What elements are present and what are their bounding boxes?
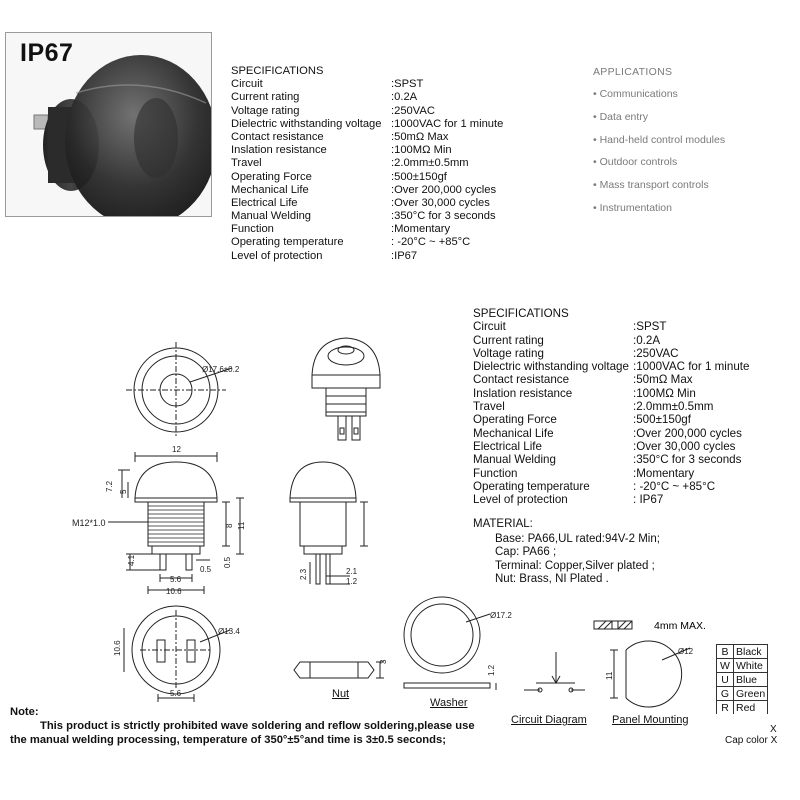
dim-3: 3 — [379, 659, 388, 664]
dim-10-6: 10.6 — [166, 587, 182, 596]
color-code: U — [717, 673, 734, 687]
spec-value: :0.2A — [391, 91, 418, 104]
spec-value: :100MΩ Min — [391, 144, 452, 157]
spec-key: Current rating — [473, 333, 544, 347]
spec-key: Electrical Life — [231, 196, 298, 209]
dim-m12: M12*1.0 — [72, 518, 106, 528]
spec-key: Travel — [473, 400, 505, 414]
color-name: Green — [734, 687, 768, 701]
spec-value: :Momentary — [391, 223, 451, 236]
dim-5-6b: 5.6 — [170, 689, 182, 698]
circuit-diagram-label: Circuit Diagram — [511, 714, 587, 726]
washer-label: Washer — [430, 697, 468, 709]
dim-10-6b: 10.6 — [113, 640, 122, 656]
spec-key: Voltage rating — [473, 346, 544, 360]
spec-key: Function — [231, 223, 274, 236]
spec-key: Mechanical Life — [473, 426, 554, 440]
spec-value: :Over 200,000 cycles — [391, 183, 497, 196]
color-code: G — [717, 687, 734, 701]
spec-key: Travel — [231, 157, 262, 170]
spec-value: :50mΩ Max — [633, 373, 693, 387]
dim-1-2c: 1.2 — [487, 664, 496, 676]
spec-heading: SPECIFICATIONS — [231, 65, 324, 77]
spec-value: : -20°C ~ +85°C — [633, 479, 716, 493]
application-item: • Hand-held control modules — [593, 133, 726, 146]
spec-value: :SPST — [633, 320, 667, 334]
washer-drawing — [404, 597, 496, 690]
spec-key: Level of protection — [473, 493, 568, 507]
spec-value: :1000VAC for 1 minute — [633, 360, 750, 374]
color-code: W — [717, 659, 734, 673]
panel-mounting-drawing — [594, 621, 690, 707]
spec-key: Dielectric withstanding voltage — [231, 117, 382, 130]
dim-11: 11 — [237, 521, 246, 530]
color-name: Black — [734, 645, 768, 659]
dim-11b: 11 — [605, 671, 614, 680]
spec-value: :2.0mm±0.5mm — [391, 157, 469, 170]
note-section — [10, 705, 475, 747]
color-row — [717, 701, 768, 715]
spec-key: Current rating — [231, 91, 300, 104]
color-code: B — [717, 645, 734, 659]
applications-heading: APPLICATIONS — [593, 66, 673, 78]
application-item: • Outdoor controls — [593, 156, 678, 169]
material-item: Base: PA66,UL rated:94V-2 Min; — [495, 532, 660, 545]
application-item: • Instrumentation — [593, 201, 672, 214]
spec-value: :250VAC — [633, 346, 679, 360]
material-heading: MATERIAL: — [473, 518, 533, 530]
color-row — [717, 645, 768, 659]
spec-key: Mechanical Life — [231, 183, 309, 196]
nut-drawing — [294, 662, 384, 678]
dim-bottom-diameter: Ø13.4 — [218, 627, 240, 636]
cap-color-table — [716, 644, 768, 714]
spec-key: Contact resistance — [231, 130, 324, 143]
cap-color-caption — [725, 735, 777, 746]
spec-value: :50mΩ Max — [391, 130, 449, 143]
material-item: Cap: PA66 ; — [495, 546, 557, 558]
application-item: • Mass transport controls — [593, 179, 709, 192]
spec-key: Level of protection — [231, 249, 323, 262]
dim-2-1: 2.1 — [346, 567, 358, 576]
spec-value: :100MΩ Min — [633, 386, 696, 400]
spec-key: Voltage rating — [231, 104, 300, 117]
spec-key: Circuit — [231, 78, 263, 91]
spec-value: : IP67 — [633, 493, 664, 507]
side-view-drawing-2 — [290, 462, 368, 584]
spec-key: Operating Force — [231, 170, 312, 183]
spec-value: :2.0mm±0.5mm — [633, 400, 714, 414]
note-title: Note: — [10, 706, 39, 718]
dim-7-2: 7.2 — [105, 480, 114, 492]
spec-value: :250VAC — [391, 104, 435, 117]
dim-4mm-max: 4mm MAX. — [654, 620, 706, 632]
material-item: Nut: Brass, NI Plated . — [495, 573, 609, 585]
dim-1-2: 1.2 — [346, 577, 358, 586]
bottom-view-drawing — [124, 606, 230, 702]
spec-value: :SPST — [391, 78, 424, 91]
spec-value: :Over 200,000 cycles — [633, 426, 742, 440]
x-mark: X — [770, 724, 777, 735]
spec-value: :Momentary — [633, 466, 695, 480]
spec-heading: SPECIFICATIONS — [473, 307, 569, 320]
color-row — [717, 673, 768, 687]
panel-mounting-label: Panel Mounting — [612, 714, 689, 726]
note-line-2: the manual welding processing, temperature of 350°±5°and time is 3±0.5 seconds; — [10, 734, 446, 746]
spec-value: :350°C for 3 seconds — [391, 210, 496, 223]
circuit-diagram-drawing — [524, 652, 585, 692]
application-item: • Communications — [593, 88, 678, 100]
color-name: White — [734, 659, 768, 673]
spec-key: Inslation resistance — [473, 386, 573, 400]
spec-key: Inslation resistance — [231, 144, 327, 157]
spec-key: Contact resistance — [473, 373, 570, 387]
color-row — [717, 659, 768, 673]
dim-12: 12 — [172, 445, 181, 454]
spec-value: :Over 30,000 cycles — [391, 196, 490, 209]
color-row — [717, 687, 768, 701]
application-item: • Data entry — [593, 110, 649, 123]
dim-0-5b: 0.5 — [223, 556, 232, 568]
top-view-drawing — [126, 342, 232, 438]
spec-key: Operating Force — [473, 413, 557, 427]
dim-top-diameter: Ø17.6±0.2 — [202, 365, 240, 374]
spec-key: Manual Welding — [473, 453, 556, 467]
spec-key: Dielectric withstanding voltage — [473, 360, 629, 374]
material-item: Terminal: Copper,Silver plated ; — [495, 559, 655, 572]
color-name: Red — [734, 701, 768, 715]
perspective-view-drawing — [312, 338, 380, 440]
side-view-drawing — [108, 452, 244, 594]
spec-value: :500±150gf — [633, 413, 691, 427]
spec-value: :Over 30,000 cycles — [633, 439, 736, 453]
spec-key: Function — [473, 466, 518, 480]
dim-panel-diameter: Ø12 — [678, 647, 694, 656]
dim-4-1: 4.1 — [127, 554, 136, 566]
nut-label: Nut — [332, 688, 350, 700]
cap-color-label: Cap color — [725, 735, 768, 746]
spec-key: Operating temperature — [473, 479, 590, 493]
dim-5-6: 5.6 — [170, 575, 182, 584]
spec-value: :350°C for 3 seconds — [633, 453, 742, 467]
spec-value: :0.2A — [633, 333, 661, 347]
spec-value: :500±150gf — [391, 170, 447, 183]
dim-2-3: 2.3 — [299, 568, 308, 580]
spec-key: Electrical Life — [473, 439, 542, 453]
spec-key: Manual Welding — [231, 210, 312, 223]
spec-value: :1000VAC for 1 minute — [391, 117, 504, 130]
spec-value: :IP67 — [391, 249, 418, 262]
color-name: Blue — [734, 673, 768, 687]
dim-washer-diameter: Ø17.2 — [490, 611, 512, 620]
cap-color-x: X — [770, 735, 778, 746]
spec-key: Operating temperature — [231, 236, 344, 249]
note-line-1: This product is strictly prohibited wave soldering and reflow soldering,please use — [40, 720, 475, 732]
spec-key: Circuit — [473, 320, 506, 334]
color-code: R — [717, 701, 734, 715]
dim-5: 5 — [119, 489, 128, 494]
photo-title: IP67 — [20, 39, 74, 67]
dim-0-5a: 0.5 — [200, 565, 212, 574]
dim-8: 8 — [225, 523, 234, 528]
spec-value: : -20°C ~ +85°C — [391, 236, 471, 249]
